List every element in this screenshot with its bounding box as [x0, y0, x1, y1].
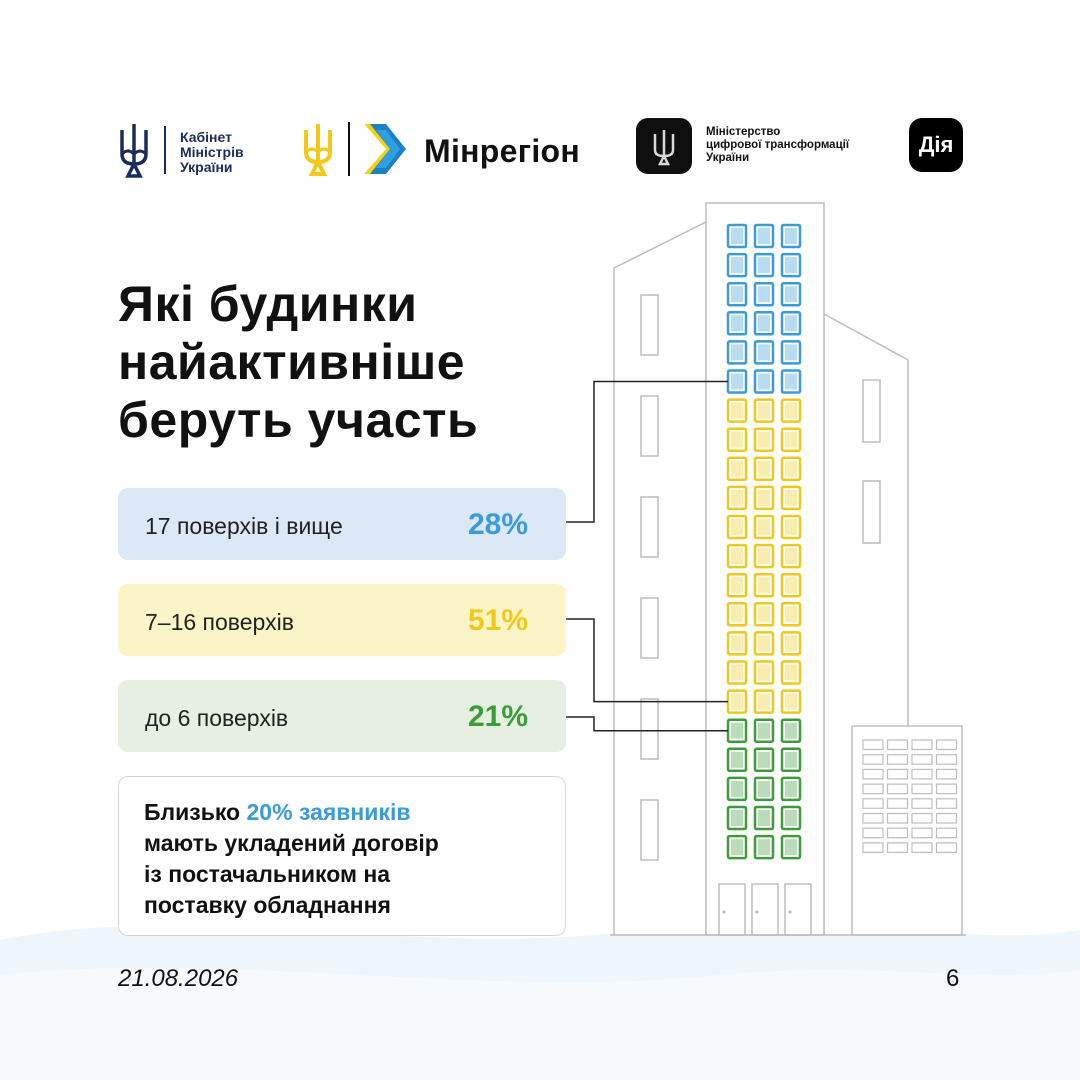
stat-label: 7–16 поверхів [145, 609, 294, 635]
tower-window-pane [758, 228, 770, 244]
stat-value: 21% [467, 700, 528, 733]
window [641, 295, 658, 355]
tower-window-pane [731, 257, 743, 273]
note-line: із постачальником на [144, 861, 391, 887]
window [912, 740, 932, 750]
window [937, 784, 957, 794]
tower-window-pane [758, 403, 770, 419]
tower-window-pane [758, 257, 770, 273]
door [719, 884, 745, 935]
tower-window-pane [731, 810, 743, 826]
tower-window-pane [731, 665, 743, 681]
window [937, 814, 957, 824]
tower-window-pane [785, 577, 797, 593]
window [863, 769, 883, 779]
window [641, 598, 658, 658]
tower-window-pane [731, 461, 743, 477]
window [888, 740, 908, 750]
tower-window-pane [758, 344, 770, 360]
page-title: Які будинки найактивніше беруть участь [118, 276, 479, 448]
window [912, 799, 932, 809]
stat-value: 51% [467, 604, 528, 637]
note-line: мають укладений договір [144, 830, 439, 856]
left-building [614, 222, 706, 935]
tower-window-pane [758, 461, 770, 477]
door [752, 884, 778, 935]
tower-window-pane [758, 490, 770, 506]
tower-window-pane [731, 490, 743, 506]
tower-window-pane [785, 461, 797, 477]
window [888, 799, 908, 809]
tower-window-pane [785, 432, 797, 448]
note-highlight: 20% заявників [246, 799, 411, 825]
window [888, 784, 908, 794]
door-knob [755, 910, 758, 913]
tower-window-pane [758, 723, 770, 739]
tower-window-pane [785, 403, 797, 419]
tower-window-pane [731, 344, 743, 360]
tower-window-pane [731, 577, 743, 593]
window [641, 800, 658, 860]
tower-window-pane [731, 839, 743, 855]
window [863, 843, 883, 853]
window [888, 769, 908, 779]
note-prefix: Близько [144, 799, 241, 825]
ministry-name: Міністерство цифрової трансформації України [706, 126, 850, 164]
tower-window-pane [758, 432, 770, 448]
tower-window-pane [731, 315, 743, 331]
note-line: поставку обладнання [144, 892, 391, 918]
window [912, 755, 932, 765]
tower-window-pane [785, 374, 797, 390]
tower-window-pane [785, 694, 797, 710]
tower-window-pane [731, 519, 743, 535]
tower-window-pane [785, 228, 797, 244]
tower-window-pane [785, 781, 797, 797]
stat-label: до 6 поверхів [145, 705, 289, 731]
window [863, 740, 883, 750]
tower-window-pane [785, 519, 797, 535]
tower-window-pane [758, 286, 770, 302]
window [937, 799, 957, 809]
tower-window-pane [785, 344, 797, 360]
tower-window-pane [758, 781, 770, 797]
tower-window-pane [785, 257, 797, 273]
tower-window-pane [785, 286, 797, 302]
diia-logo: Дія [909, 118, 963, 172]
tower-window-pane [785, 548, 797, 564]
tower-window-pane [731, 548, 743, 564]
tower-window-pane [785, 315, 797, 331]
tower-window-pane [785, 635, 797, 651]
tower-window-pane [785, 839, 797, 855]
tower-window-pane [731, 286, 743, 302]
tower-window-pane [731, 403, 743, 419]
window [888, 814, 908, 824]
date: 21.08.2026 [118, 965, 239, 992]
window [937, 769, 957, 779]
tower-window-pane [785, 723, 797, 739]
tower-window-pane [758, 519, 770, 535]
tower-window-pane [758, 665, 770, 681]
tower-window-pane [785, 490, 797, 506]
tower-window-pane [758, 752, 770, 768]
window [863, 784, 883, 794]
stat-value: 28% [467, 508, 528, 541]
window [863, 814, 883, 824]
window [863, 828, 883, 838]
tower-window-pane [731, 374, 743, 390]
window [888, 843, 908, 853]
tower-window-pane [758, 810, 770, 826]
door-knob [722, 910, 725, 913]
tower-window-pane [785, 810, 797, 826]
tower-window-pane [758, 839, 770, 855]
door-knob [788, 910, 791, 913]
window [863, 799, 883, 809]
door [785, 884, 811, 935]
tower-window-pane [785, 752, 797, 768]
tower-window-pane [758, 577, 770, 593]
tower-window-pane [758, 315, 770, 331]
window [937, 755, 957, 765]
window [863, 755, 883, 765]
page-number: 6 [946, 965, 960, 992]
window [937, 740, 957, 750]
window [912, 814, 932, 824]
tower-window-pane [758, 694, 770, 710]
tower-window-pane [731, 723, 743, 739]
tower-window-pane [731, 635, 743, 651]
window [937, 843, 957, 853]
tower-window-pane [731, 606, 743, 622]
window [912, 784, 932, 794]
cabinet-name: Кабінет Міністрів України [180, 129, 244, 175]
tower-window-pane [731, 781, 743, 797]
tower-window-pane [785, 606, 797, 622]
tower-window-pane [758, 374, 770, 390]
tower-window-pane [731, 228, 743, 244]
tower-window-pane [758, 606, 770, 622]
window [641, 699, 658, 759]
window [888, 755, 908, 765]
window [937, 828, 957, 838]
minregion-name: Мінрегіон [424, 133, 581, 169]
window [863, 380, 880, 442]
window [888, 828, 908, 838]
tower-window-pane [731, 694, 743, 710]
window [641, 396, 658, 456]
tower-window-pane [758, 635, 770, 651]
window [912, 843, 932, 853]
window [863, 481, 880, 543]
stat-label: 17 поверхів і вище [145, 513, 343, 539]
tower-window-pane [785, 665, 797, 681]
tower-window-pane [758, 548, 770, 564]
window [912, 828, 932, 838]
window [641, 497, 658, 557]
tower-window-pane [731, 432, 743, 448]
tower-window-pane [731, 752, 743, 768]
window [912, 769, 932, 779]
